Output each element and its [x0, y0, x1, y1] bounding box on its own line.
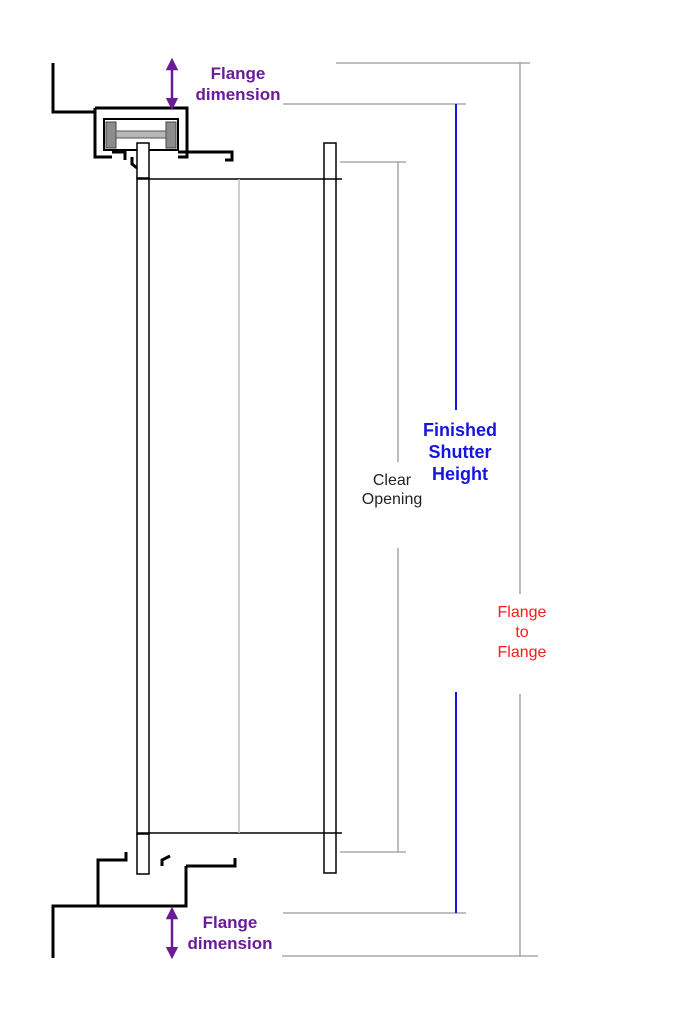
top-pivot	[137, 143, 149, 178]
flange-to-flange-line1: Flange	[497, 604, 547, 621]
flange-to-flange-line3: Flange	[497, 644, 547, 661]
flange-bottom-label-line1: Flange	[202, 913, 258, 932]
finished-shutter-height-line2: Shutter	[428, 442, 492, 462]
flange-top-label-line2: dimension	[195, 85, 281, 104]
finished-shutter-height-line1: Finished	[422, 420, 497, 440]
clear-opening-line1: Clear	[372, 472, 412, 489]
right-stile	[324, 143, 336, 873]
flange-to-flange-label	[482, 603, 562, 663]
bottom-wall-profile	[53, 906, 98, 958]
flange-to-flange-line2: to	[515, 624, 529, 641]
bottom-pivot	[137, 834, 149, 874]
flange-to-flange-dimension	[282, 63, 538, 956]
left-stile	[137, 178, 149, 834]
clear-opening-line2: Opening	[361, 491, 423, 508]
flange-bottom-label-line2: dimension	[187, 934, 273, 953]
finished-shutter-height-line3: Height	[432, 464, 488, 484]
clear-opening-label	[352, 471, 432, 509]
top-wall-profile	[53, 63, 95, 112]
bottom-frame-profile	[98, 852, 235, 906]
flange-bottom-label	[180, 912, 280, 954]
flange-top-label-line1: Flange	[210, 64, 266, 83]
flange-top-label	[188, 63, 288, 105]
shutter-panel	[137, 143, 342, 874]
